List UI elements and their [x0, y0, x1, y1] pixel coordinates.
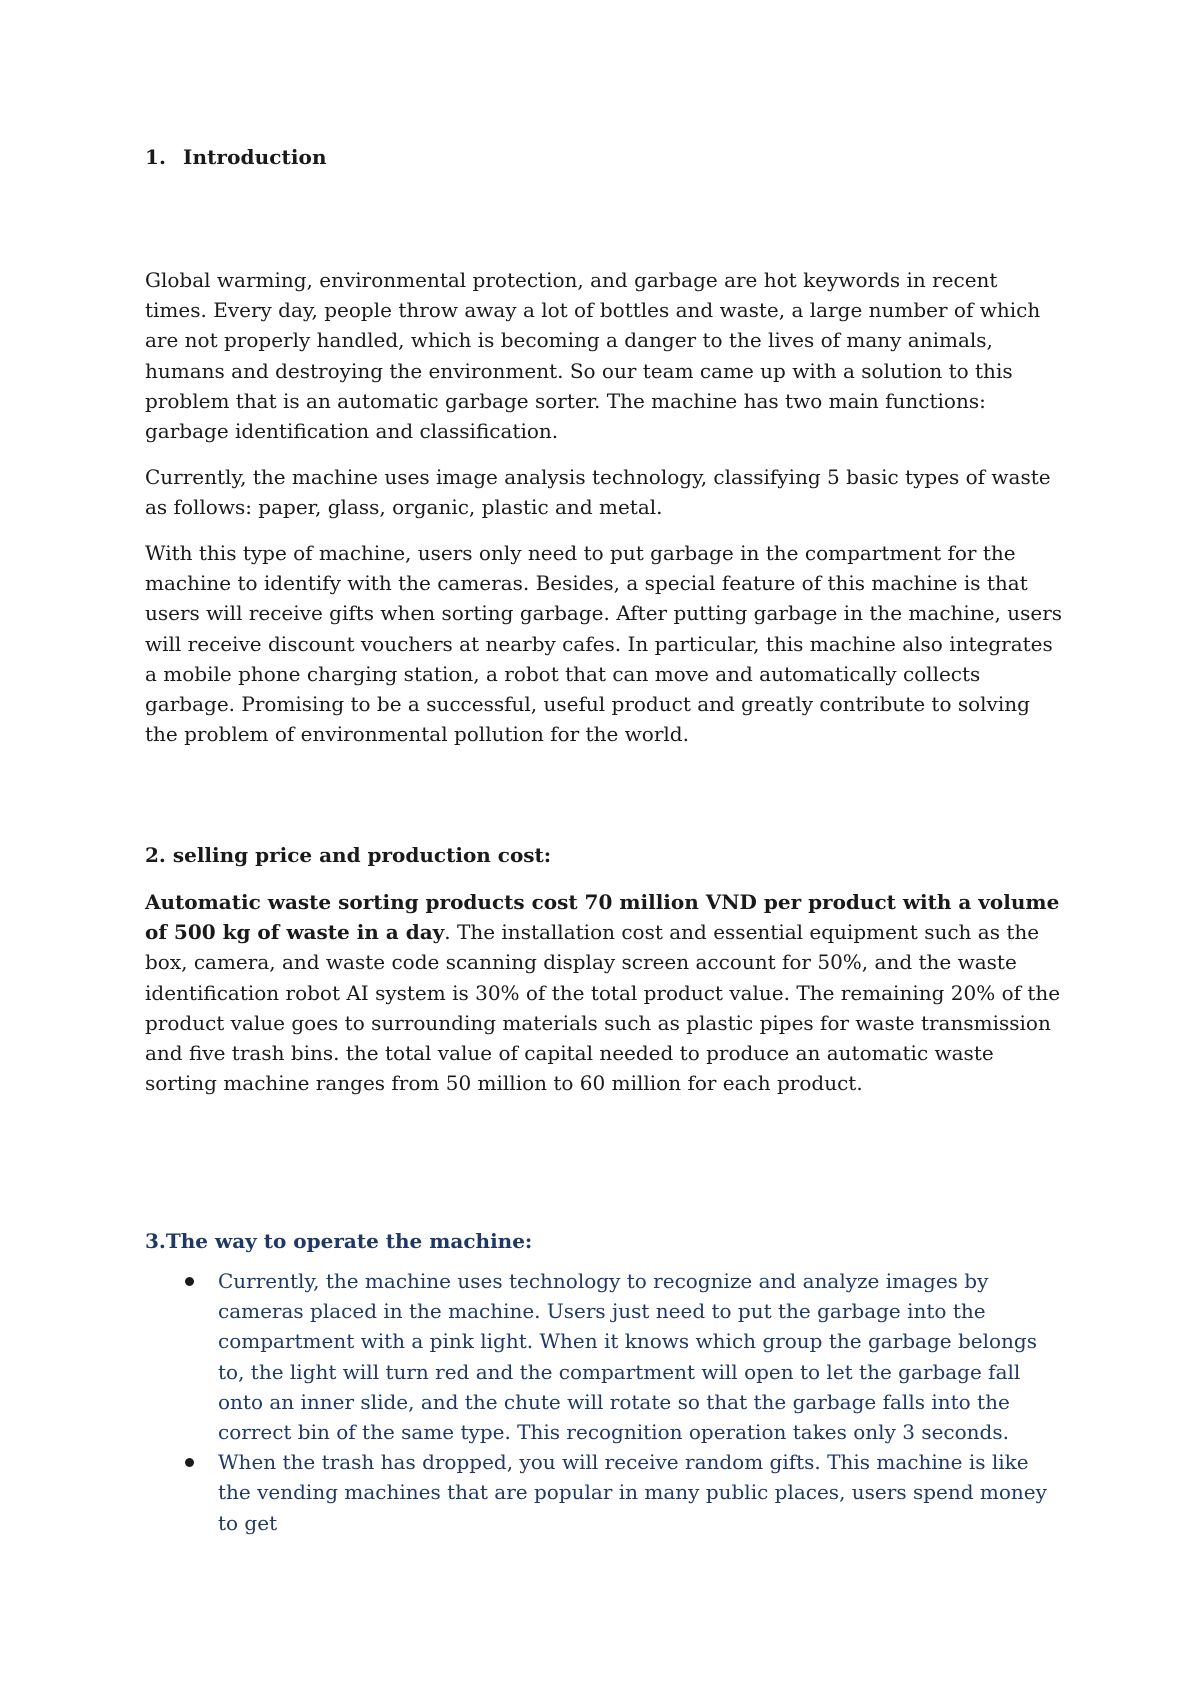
- list-item: [145, 1266, 1065, 1447]
- bullet-dot-icon: [185, 1458, 194, 1467]
- pricing-paragraph: [145, 887, 1065, 1098]
- section-3-heading: 3.The way to operate the machine:: [145, 1229, 533, 1253]
- intro-paragraph-1: Global warming, environmental protection, and garbage are hot keywords in recent times. Every day, people throw away a lot of bottles and waste, a large number of which are not properly handled, which is becoming a danger to the lives of many animals, humans and destroying the environment. So our team came up with a solution to this problem that is an automatic garbage sorter. The machine has two main functions: garbage identification and classification.: [145, 268, 1041, 444]
- pricing-body: . The installation cost and essential equipment such as the box, camera, and waste code scanning display screen account for 50%, and the waste identification robot AI system is 30% of the total product value. The remaining 20% of the product value goes to surrounding materials such as plastic pipes for waste transmission and five trash bins. the total value of capital needed to produce an automatic waste sorting machine ranges from 50 million to 60 million for each product.: [145, 920, 1061, 1096]
- list-item: [145, 1447, 1065, 1538]
- section-1-number: 1.: [145, 145, 167, 169]
- intro-paragraph-2: Currently, the machine uses image analysis technology, classifying 5 basic types of waste as follows: paper, glass, organic, plastic and metal.: [145, 465, 1051, 520]
- bullet-text: Currently, the machine uses technology to recognize and analyze images by cameras placed in the machine. Users just need to put the garbage into the compartment with a pink light. When it knows which group the garbage belongs to, the light will turn red and the compartment will open to let the garbage fall onto an inner slide, and the chute will rotate so that the garbage falls into the correct bin of the same type. This recognition operation takes only 3 seconds.: [218, 1269, 1037, 1445]
- intro-paragraph-3: With this type of machine, users only need to put garbage in the compartment for the machine to identify with the cameras. Besides, a special feature of this machine is that users will receive gifts when sorting garbage. After putting garbage in the machine, users will receive discount vouchers at nearby cafes. In particular, this machine also integrates a mobile phone charging station, a robot that can move and automatically collects garbage. Promising to be a successful, useful product and greatly contribute to solving the problem of environmental pollution for the world.: [145, 541, 1063, 747]
- bullet-text: When the trash has dropped, you will receive random gifts. This machine is like the vending machines that are popular in many public places, users spend money to get: [218, 1450, 1047, 1535]
- operation-bullet-list: [145, 1266, 1065, 1538]
- bullet-dot-icon: [185, 1277, 194, 1286]
- section-1-heading: [145, 145, 327, 169]
- pricing-bold-lead: Automatic waste sorting products cost 70 million VND per product with a volume of 500 kg of waste in a day: [145, 890, 1060, 945]
- section-2-heading: 2. selling price and production cost:: [145, 843, 552, 867]
- section-1-title: Introduction: [183, 145, 327, 169]
